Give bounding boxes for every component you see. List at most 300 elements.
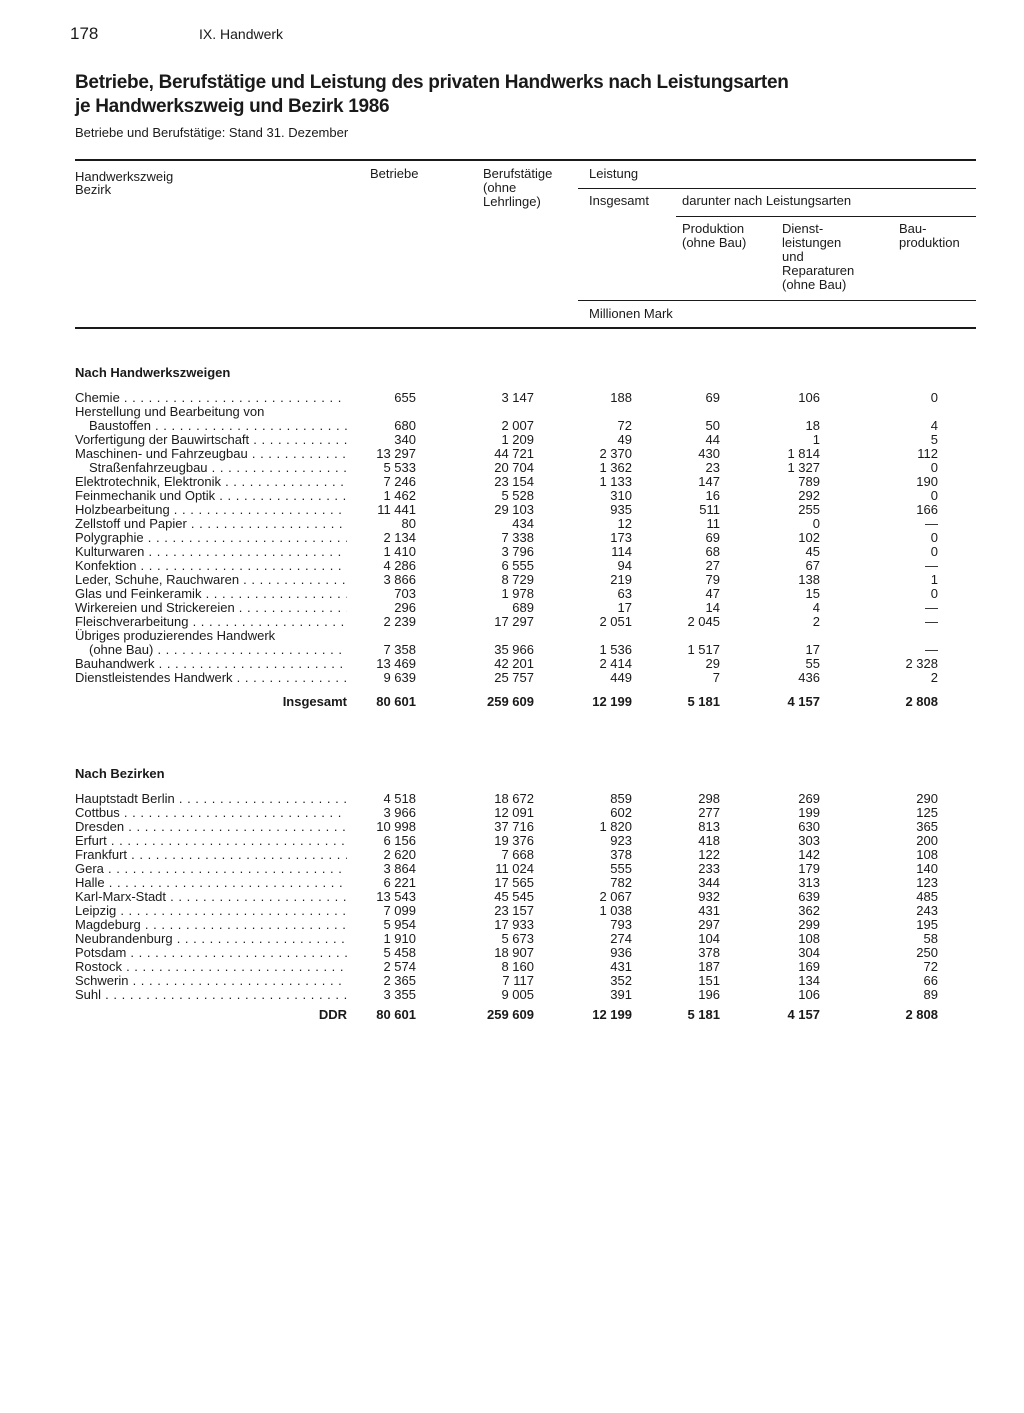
row-label: Leipzig . . .: [75, 904, 347, 918]
table-row: [0, 643, 1024, 657]
cell-value: 680: [394, 418, 416, 433]
cell-value: 378: [610, 847, 632, 862]
cell-value: 3 147: [501, 390, 534, 405]
row-label: Cottbus . . .: [75, 806, 347, 820]
table-row: [0, 559, 1024, 573]
total-label: DDR: [318, 1007, 347, 1022]
cell-value: 49: [617, 432, 632, 447]
cell-value: —: [925, 642, 938, 657]
cell-value: 299: [798, 917, 820, 932]
cell-value: 313: [798, 875, 820, 890]
table-row: [0, 531, 1024, 545]
total-value: 12 199: [592, 694, 632, 709]
cell-value: 485: [916, 889, 938, 904]
total-row: [0, 1008, 1024, 1022]
header-produktion-2: (ohne Bau): [682, 235, 747, 250]
cell-value: 3 966: [383, 805, 416, 820]
cell-value: 18: [805, 418, 820, 433]
unit-rule: [578, 300, 976, 301]
cell-value: 255: [798, 502, 820, 517]
row-label: Halle . . .: [75, 876, 347, 890]
cell-value: 17 933: [494, 917, 534, 932]
row-label: Konfektion . . .: [75, 559, 347, 573]
cell-value: 37 716: [494, 819, 534, 834]
header-dienst-5: (ohne Bau): [782, 277, 847, 292]
table-handwerkszweige: [0, 391, 1024, 685]
cell-value: 11: [706, 516, 720, 531]
cell-value: 7 246: [383, 474, 416, 489]
cell-value: 108: [916, 847, 938, 862]
cell-value: 431: [698, 903, 720, 918]
table-row: [0, 433, 1024, 447]
cell-value: 340: [394, 432, 416, 447]
table-row: [0, 904, 1024, 918]
cell-value: 378: [698, 945, 720, 960]
header-leistung: Leistung: [589, 166, 639, 181]
total-label: Insgesamt: [282, 694, 347, 709]
table-row: [0, 918, 1024, 932]
cell-value: 45 545: [494, 889, 534, 904]
table-row: [0, 657, 1024, 671]
cell-value: 3 866: [383, 572, 416, 587]
cell-value: 449: [610, 670, 632, 685]
cell-value: 188: [610, 390, 632, 405]
cell-value: 8 160: [501, 959, 534, 974]
cell-value: 3 864: [383, 861, 416, 876]
table-row: [0, 806, 1024, 820]
total-value: 80 601: [376, 1007, 416, 1022]
table-row: [0, 405, 1024, 419]
row-label: Feinmechanik und Optik . . .: [75, 489, 347, 503]
table-row: [0, 834, 1024, 848]
cell-value: 6 221: [383, 875, 416, 890]
cell-value: 15: [805, 586, 820, 601]
cell-value: 0: [930, 586, 938, 601]
header-insgesamt: Insgesamt: [589, 193, 649, 208]
cell-value: 44 721: [494, 446, 534, 461]
cell-value: 104: [698, 931, 720, 946]
total-value: 12 199: [592, 1007, 632, 1022]
cell-value: 196: [698, 987, 720, 1002]
row-label: Erfurt . . .: [75, 834, 347, 848]
row-label: Straßenfahrzeugbau . . .: [89, 461, 347, 475]
row-label: Frankfurt . . .: [75, 848, 347, 862]
cell-value: —: [925, 516, 938, 531]
cell-value: 2 007: [501, 418, 534, 433]
cell-value: 3 796: [501, 544, 534, 559]
cell-value: 1 327: [787, 460, 820, 475]
cell-value: 55: [805, 656, 820, 671]
cell-value: 47: [705, 586, 720, 601]
row-label: Magdeburg . . .: [75, 918, 347, 932]
table-row: [0, 974, 1024, 988]
table-row: [0, 946, 1024, 960]
cell-value: 13 469: [376, 656, 416, 671]
cell-value: 274: [610, 931, 632, 946]
row-label: Hauptstadt Berlin . . .: [75, 792, 347, 806]
cell-value: 179: [798, 861, 820, 876]
cell-value: 297: [698, 917, 720, 932]
cell-value: 138: [798, 572, 820, 587]
cell-value: 16: [705, 488, 720, 503]
header-top-rule: [75, 159, 976, 161]
cell-value: 793: [610, 917, 632, 932]
cell-value: 298: [698, 791, 720, 806]
header-dienst-4: Reparaturen: [782, 263, 855, 278]
cell-value: 69: [705, 530, 720, 545]
table-row: [0, 792, 1024, 806]
cell-value: 94: [617, 558, 632, 573]
cell-value: 782: [610, 875, 632, 890]
cell-value: 2 370: [599, 446, 632, 461]
cell-value: 7 099: [383, 903, 416, 918]
cell-value: 2 134: [383, 530, 416, 545]
cell-value: 310: [610, 488, 632, 503]
cell-value: 932: [698, 889, 720, 904]
cell-value: 292: [798, 488, 820, 503]
cell-value: 434: [512, 516, 534, 531]
cell-value: 639: [798, 889, 820, 904]
table-row: [0, 545, 1024, 559]
row-label: Fleischverarbeitung . . .: [75, 615, 347, 629]
total-row-insgesamt: [0, 695, 1024, 709]
cell-value: 11 024: [495, 861, 534, 876]
header-betriebe: Betriebe: [370, 166, 419, 181]
cell-value: 5 954: [383, 917, 416, 932]
table-row: [0, 890, 1024, 904]
cell-value: 0: [930, 460, 938, 475]
row-label: Elektrotechnik, Elektronik . . .: [75, 475, 347, 489]
cell-value: 17 297: [494, 614, 534, 629]
cell-value: 9 639: [383, 670, 416, 685]
cell-value: 2 239: [383, 614, 416, 629]
cell-value: 18 672: [494, 791, 534, 806]
cell-value: 72: [617, 418, 632, 433]
cell-value: 304: [798, 945, 820, 960]
table-row: [0, 671, 1024, 685]
header-bau-1: Bau-: [899, 221, 927, 236]
cell-value: 655: [394, 390, 416, 405]
table-row: [0, 960, 1024, 974]
total-row: [0, 695, 1024, 709]
cell-value: 418: [698, 833, 720, 848]
table-row: [0, 848, 1024, 862]
cell-value: 935: [610, 502, 632, 517]
cell-value: 1: [812, 432, 820, 447]
row-label: Chemie . . .: [75, 391, 347, 405]
cell-value: 243: [916, 903, 938, 918]
cell-value: 5: [930, 432, 938, 447]
header-berufstaetige-1: Berufstätige: [483, 166, 553, 181]
cell-value: 7: [712, 670, 720, 685]
cell-value: 296: [394, 600, 416, 615]
header-bezirk: Bezirk: [75, 182, 112, 197]
cell-value: 511: [699, 502, 720, 517]
row-label: Gera . . .: [75, 862, 347, 876]
cell-value: 290: [916, 791, 938, 806]
cell-value: 147: [698, 474, 720, 489]
cell-value: 199: [798, 805, 820, 820]
cell-value: 923: [610, 833, 632, 848]
row-label: Polygraphie . . .: [75, 531, 347, 545]
section-title-bezirke: Nach Bezirken: [75, 766, 165, 781]
cell-value: 789: [798, 474, 820, 489]
header-unit: Millionen Mark: [589, 306, 673, 321]
cell-value: 67: [805, 558, 820, 573]
cell-value: 102: [798, 530, 820, 545]
cell-value: 169: [798, 959, 820, 974]
row-label: Holzbearbeitung . . .: [75, 503, 347, 517]
cell-value: 142: [798, 847, 820, 862]
cell-value: 6 555: [501, 558, 534, 573]
cell-value: 25 757: [494, 670, 534, 685]
cell-value: 431: [610, 959, 632, 974]
cell-value: 4: [930, 418, 938, 433]
row-label: Zellstoff und Papier . . .: [75, 517, 347, 531]
cell-value: 195: [916, 917, 938, 932]
total-value: 259 609: [487, 694, 534, 709]
table-row: [0, 447, 1024, 461]
cell-value: 2 045: [687, 614, 720, 629]
row-label: (ohne Bau) . . .: [89, 643, 347, 657]
cell-value: 17: [805, 642, 820, 657]
cell-value: 602: [610, 805, 632, 820]
header-dienst-1: Dienst-: [782, 221, 824, 236]
table-row: [0, 988, 1024, 1002]
cell-value: 555: [610, 861, 632, 876]
row-label: Maschinen- und Fahrzeugbau . . .: [75, 447, 347, 461]
table-row: [0, 461, 1024, 475]
cell-value: 123: [916, 875, 938, 890]
cell-value: 112: [917, 446, 938, 461]
cell-value: 23 157: [494, 903, 534, 918]
total-value: 4 157: [787, 694, 820, 709]
row-label: Wirkereien und Strickereien . . .: [75, 601, 347, 615]
cell-value: 58: [923, 931, 938, 946]
leistung-rule: [578, 188, 976, 189]
table-row: [0, 489, 1024, 503]
cell-value: 365: [916, 819, 938, 834]
row-label: Karl-Marx-Stadt . . .: [75, 890, 347, 904]
row-label: Glas und Feinkeramik . . .: [75, 587, 347, 601]
cell-value: 2 067: [599, 889, 632, 904]
cell-value: 0: [930, 530, 938, 545]
total-value: 259 609: [487, 1007, 534, 1022]
cell-value: 6 156: [383, 833, 416, 848]
cell-value: 1 536: [599, 642, 632, 657]
cell-value: 13 543: [376, 889, 416, 904]
cell-value: —: [925, 600, 938, 615]
cell-value: 11 441: [377, 502, 416, 517]
cell-value: 689: [512, 600, 534, 615]
cell-value: 277: [698, 805, 720, 820]
cell-value: 362: [798, 903, 820, 918]
cell-value: 166: [916, 502, 938, 517]
header-darunter: darunter nach Leistungsarten: [682, 193, 852, 208]
cell-value: 352: [610, 973, 632, 988]
cell-value: 29 103: [494, 502, 534, 517]
cell-value: 1 820: [599, 819, 632, 834]
cell-value: 173: [610, 530, 632, 545]
cell-value: 19 376: [494, 833, 534, 848]
header-berufstaetige-2: (ohne: [483, 180, 517, 195]
cell-value: 50: [705, 418, 720, 433]
cell-value: 23 154: [494, 474, 534, 489]
cell-value: —: [925, 614, 938, 629]
table-row: [0, 517, 1024, 531]
cell-value: 936: [610, 945, 632, 960]
row-label: Neubrandenburg . . .: [75, 932, 347, 946]
cell-value: 630: [798, 819, 820, 834]
cell-value: 125: [916, 805, 938, 820]
cell-value: 80: [401, 516, 416, 531]
row-label: Kulturwaren . . .: [75, 545, 347, 559]
table-row: [0, 862, 1024, 876]
table-row: [0, 587, 1024, 601]
cell-value: 269: [798, 791, 820, 806]
cell-value: 430: [698, 446, 720, 461]
header-produktion-1: Produktion: [682, 221, 745, 236]
cell-value: 1 362: [599, 460, 632, 475]
table-subtitle: Betriebe und Berufstätige: Stand 31. Dezember: [75, 125, 349, 140]
cell-value: 42 201: [494, 656, 534, 671]
cell-value: 89: [923, 987, 938, 1002]
cell-value: 303: [798, 833, 820, 848]
cell-value: 1 038: [599, 903, 632, 918]
cell-value: 5 533: [383, 460, 416, 475]
cell-value: 813: [698, 819, 720, 834]
total-value: 4 157: [787, 1007, 820, 1022]
cell-value: 8 729: [501, 572, 534, 587]
cell-value: 2 051: [599, 614, 632, 629]
cell-value: 114: [611, 544, 632, 559]
cell-value: 2 574: [383, 959, 416, 974]
cell-value: 29: [705, 656, 720, 671]
table-row: [0, 475, 1024, 489]
cell-value: 79: [705, 572, 720, 587]
cell-value: 1 910: [383, 931, 416, 946]
cell-value: 1 462: [383, 488, 416, 503]
cell-value: 5 528: [501, 488, 534, 503]
table-row: [0, 876, 1024, 890]
cell-value: 2: [812, 614, 820, 629]
total-value: 2 808: [905, 1007, 938, 1022]
cell-value: 7 668: [501, 847, 534, 862]
cell-value: 122: [698, 847, 720, 862]
cell-value: 63: [617, 586, 632, 601]
header-bottom-rule: [75, 327, 976, 329]
chapter-heading: IX. Handwerk: [199, 26, 284, 42]
cell-value: 68: [705, 544, 720, 559]
table-row: [0, 820, 1024, 834]
row-label: Dresden . . .: [75, 820, 347, 834]
header-handwerkszweig: Handwerkszweig: [75, 169, 174, 184]
cell-value: 187: [698, 959, 720, 974]
cell-value: 1 410: [383, 544, 416, 559]
cell-value: 0: [812, 516, 820, 531]
table-row: [0, 419, 1024, 433]
row-label: Baustoffen . . .: [89, 419, 347, 433]
cell-value: 391: [610, 987, 632, 1002]
cell-value: 1 814: [787, 446, 820, 461]
total-value: 2 808: [905, 694, 938, 709]
cell-value: 4 286: [383, 558, 416, 573]
total-value: 5 181: [687, 1007, 720, 1022]
cell-value: 12: [617, 516, 632, 531]
cell-value: 344: [698, 875, 720, 890]
row-label: Suhl . . .: [75, 988, 347, 1002]
cell-value: 9 005: [501, 987, 534, 1002]
cell-value: 0: [930, 390, 938, 405]
cell-value: 18 907: [494, 945, 534, 960]
cell-value: 5 673: [501, 931, 534, 946]
darunter-rule: [676, 216, 976, 217]
cell-value: 106: [798, 390, 820, 405]
cell-value: 0: [930, 544, 938, 559]
cell-value: 2 620: [383, 847, 416, 862]
cell-value: 859: [610, 791, 632, 806]
table-title-line-2: je Handwerkszweig und Bezirk 1986: [75, 96, 390, 117]
cell-value: 2 365: [383, 973, 416, 988]
cell-value: 13 297: [376, 446, 416, 461]
row-label: Bauhandwerk . . .: [75, 657, 347, 671]
table-row: [0, 391, 1024, 405]
table-row: [0, 601, 1024, 615]
total-value: 5 181: [687, 694, 720, 709]
cell-value: 2: [930, 670, 938, 685]
cell-value: 7 117: [502, 973, 534, 988]
cell-value: 703: [394, 586, 416, 601]
cell-value: 3 355: [383, 987, 416, 1002]
header-dienst-2: leistungen: [782, 235, 842, 250]
cell-value: 7 338: [501, 530, 534, 545]
cell-value: 4 518: [383, 791, 416, 806]
table-bezirke: [0, 792, 1024, 1002]
cell-value: 14: [705, 600, 720, 615]
cell-value: 190: [916, 474, 938, 489]
row-label: Schwerin . . .: [75, 974, 347, 988]
table-row: [0, 503, 1024, 517]
cell-value: 27: [705, 558, 720, 573]
cell-value: 2 328: [905, 656, 938, 671]
section-title-handwerkszweige: Nach Handwerkszweigen: [75, 365, 231, 380]
cell-value: 106: [798, 987, 820, 1002]
cell-value: 69: [705, 390, 720, 405]
cell-value: 5 458: [383, 945, 416, 960]
row-label: Dienstleistendes Handwerk . . .: [75, 671, 347, 685]
cell-value: 17 565: [494, 875, 534, 890]
cell-value: 66: [923, 973, 938, 988]
cell-value: 44: [705, 432, 720, 447]
cell-value: 10 998: [376, 819, 416, 834]
cell-value: 1 133: [599, 474, 632, 489]
row-label: Potsdam . . .: [75, 946, 347, 960]
header-berufstaetige-3: Lehrlinge): [483, 194, 541, 209]
cell-value: 45: [805, 544, 820, 559]
row-label: Übriges produzierendes Handwerk: [75, 629, 276, 643]
cell-value: 1 517: [687, 642, 720, 657]
table-row: [0, 932, 1024, 946]
cell-value: 250: [916, 945, 938, 960]
cell-value: 35 966: [494, 642, 534, 657]
row-label: Leder, Schuhe, Rauchwaren . . .: [75, 573, 347, 587]
total-value: 80 601: [376, 694, 416, 709]
cell-value: 7 358: [383, 642, 416, 657]
cell-value: 134: [798, 973, 820, 988]
cell-value: 4: [812, 600, 820, 615]
row-label: Rostock . . .: [75, 960, 347, 974]
cell-value: 72: [923, 959, 938, 974]
